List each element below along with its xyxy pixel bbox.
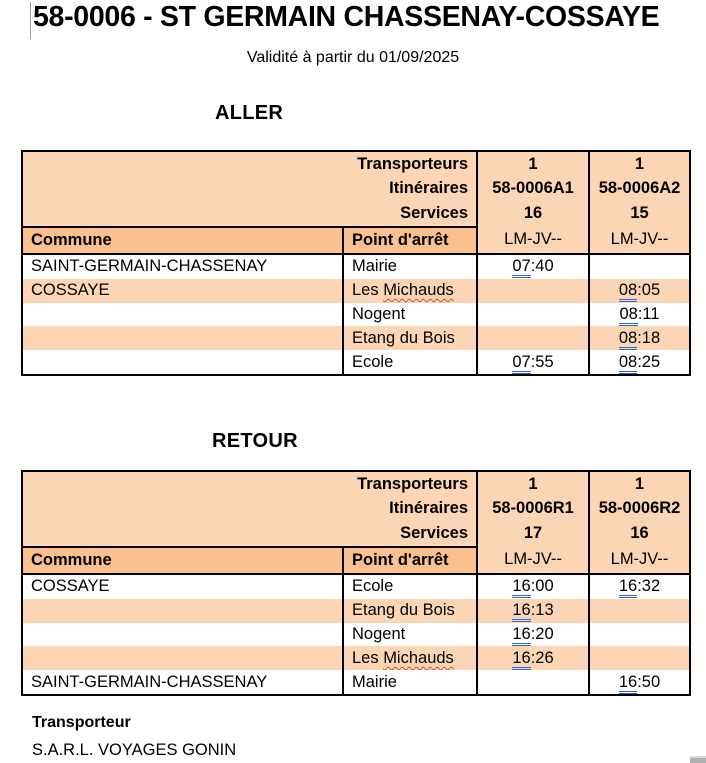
time-cell: 07:40 [477, 254, 589, 279]
stop-cell: Nogent [343, 303, 477, 327]
retour-table [21, 470, 691, 696]
itineraire-value: 58-0006A2 [589, 177, 690, 202]
table-row [22, 177, 690, 202]
time-cell: 16:00 [477, 574, 589, 599]
commune-cell [22, 646, 343, 670]
itineraire-value: 58-0006R2 [589, 497, 690, 522]
service-value: 16 [477, 201, 589, 227]
transporteur-heading: Transporteur [32, 714, 131, 731]
time-cell: 08:25 [589, 350, 690, 375]
table-row [22, 497, 690, 522]
stop-header: Point d'arrêt [343, 547, 477, 575]
meta-label-transporteurs: Transporteurs [22, 471, 477, 497]
stop-cell: Ecole [343, 350, 477, 375]
page-title: 58-0006 - ST GERMAIN CHASSENAY-COSSAYE [33, 1, 660, 33]
meta-label-itineraires: Itinéraires [22, 497, 477, 522]
scrollbar-corner[interactable] [690, 756, 706, 763]
stop-cell: Les Michauds [343, 646, 477, 670]
section-label-retour: RETOUR [212, 430, 298, 452]
time-cell: 16:20 [477, 623, 589, 647]
table-row [22, 521, 690, 547]
table-row [22, 201, 690, 227]
table-row [22, 303, 690, 327]
table-row [22, 254, 690, 279]
stop-cell: Etang du Bois [343, 326, 477, 350]
time-cell [589, 646, 690, 670]
time-cell [589, 623, 690, 647]
aller-table [21, 150, 691, 376]
stop-cell: Nogent [343, 623, 477, 647]
time-cell: 16:13 [477, 599, 589, 623]
commune-cell: COSSAYE [22, 279, 343, 303]
text-caret [30, 2, 31, 39]
stop-cell: Etang du Bois [343, 599, 477, 623]
table-row [22, 279, 690, 303]
time-cell: 07:55 [477, 350, 589, 375]
meta-label-itineraires: Itinéraires [22, 177, 477, 202]
time-cell: 08:18 [589, 326, 690, 350]
time-cell: 16:50 [589, 670, 690, 695]
table-row [22, 151, 690, 177]
service-value: 15 [589, 201, 690, 227]
time-cell [589, 254, 690, 279]
time-cell [477, 303, 589, 327]
table-row [22, 599, 690, 623]
meta-label-services: Services [22, 521, 477, 547]
transporteur-value: 1 [477, 151, 589, 177]
commune-cell [22, 350, 343, 375]
service-value: 17 [477, 521, 589, 547]
table-row [22, 670, 690, 695]
section-label-aller: ALLER [215, 102, 284, 124]
validity-subtitle: Validité à partir du 01/09/2025 [246, 49, 460, 66]
commune-cell [22, 599, 343, 623]
days-header: LM-JV-- [589, 547, 690, 575]
time-cell: 08:05 [589, 279, 690, 303]
time-cell: 08:11 [589, 303, 690, 327]
meta-label-services: Services [22, 201, 477, 227]
table-row [22, 471, 690, 497]
service-value: 16 [589, 521, 690, 547]
stop-cell: Les Michauds [343, 279, 477, 303]
table-row [22, 646, 690, 670]
time-cell [477, 670, 589, 695]
commune-cell: SAINT-GERMAIN-CHASSENAY [31, 257, 268, 276]
time-cell: 16:32 [589, 574, 690, 599]
transporteur-value: 1 [589, 151, 690, 177]
table-row [22, 350, 690, 375]
commune-cell [22, 326, 343, 350]
table-row [22, 326, 690, 350]
time-cell [477, 326, 589, 350]
table-row [22, 574, 690, 599]
transporteur-value: 1 [589, 471, 690, 497]
days-header: LM-JV-- [477, 227, 589, 255]
commune-cell: SAINT-GERMAIN-CHASSENAY [31, 672, 268, 691]
commune-header: Commune [22, 547, 343, 575]
itineraire-value: 58-0006A1 [477, 177, 589, 202]
commune-cell: COSSAYE [31, 577, 110, 596]
time-cell [589, 599, 690, 623]
stop-cell: Mairie [343, 254, 477, 279]
table-row [22, 227, 690, 255]
commune-header: Commune [22, 227, 343, 255]
stop-cell: Mairie [343, 670, 477, 695]
days-header: LM-JV-- [477, 547, 589, 575]
time-cell [477, 279, 589, 303]
table-row [22, 623, 690, 647]
itineraire-value: 58-0006R1 [477, 497, 589, 522]
stop-header: Point d'arrêt [343, 227, 477, 255]
commune-cell [22, 303, 343, 327]
commune-cell [22, 623, 343, 647]
table-row [22, 547, 690, 575]
time-cell: 16:26 [477, 646, 589, 670]
transporteur-name: S.A.R.L. VOYAGES GONIN [32, 741, 237, 759]
days-header: LM-JV-- [589, 227, 690, 255]
stop-cell: Ecole [343, 574, 477, 599]
meta-label-transporteurs: Transporteurs [22, 151, 477, 177]
transporteur-value: 1 [477, 471, 589, 497]
